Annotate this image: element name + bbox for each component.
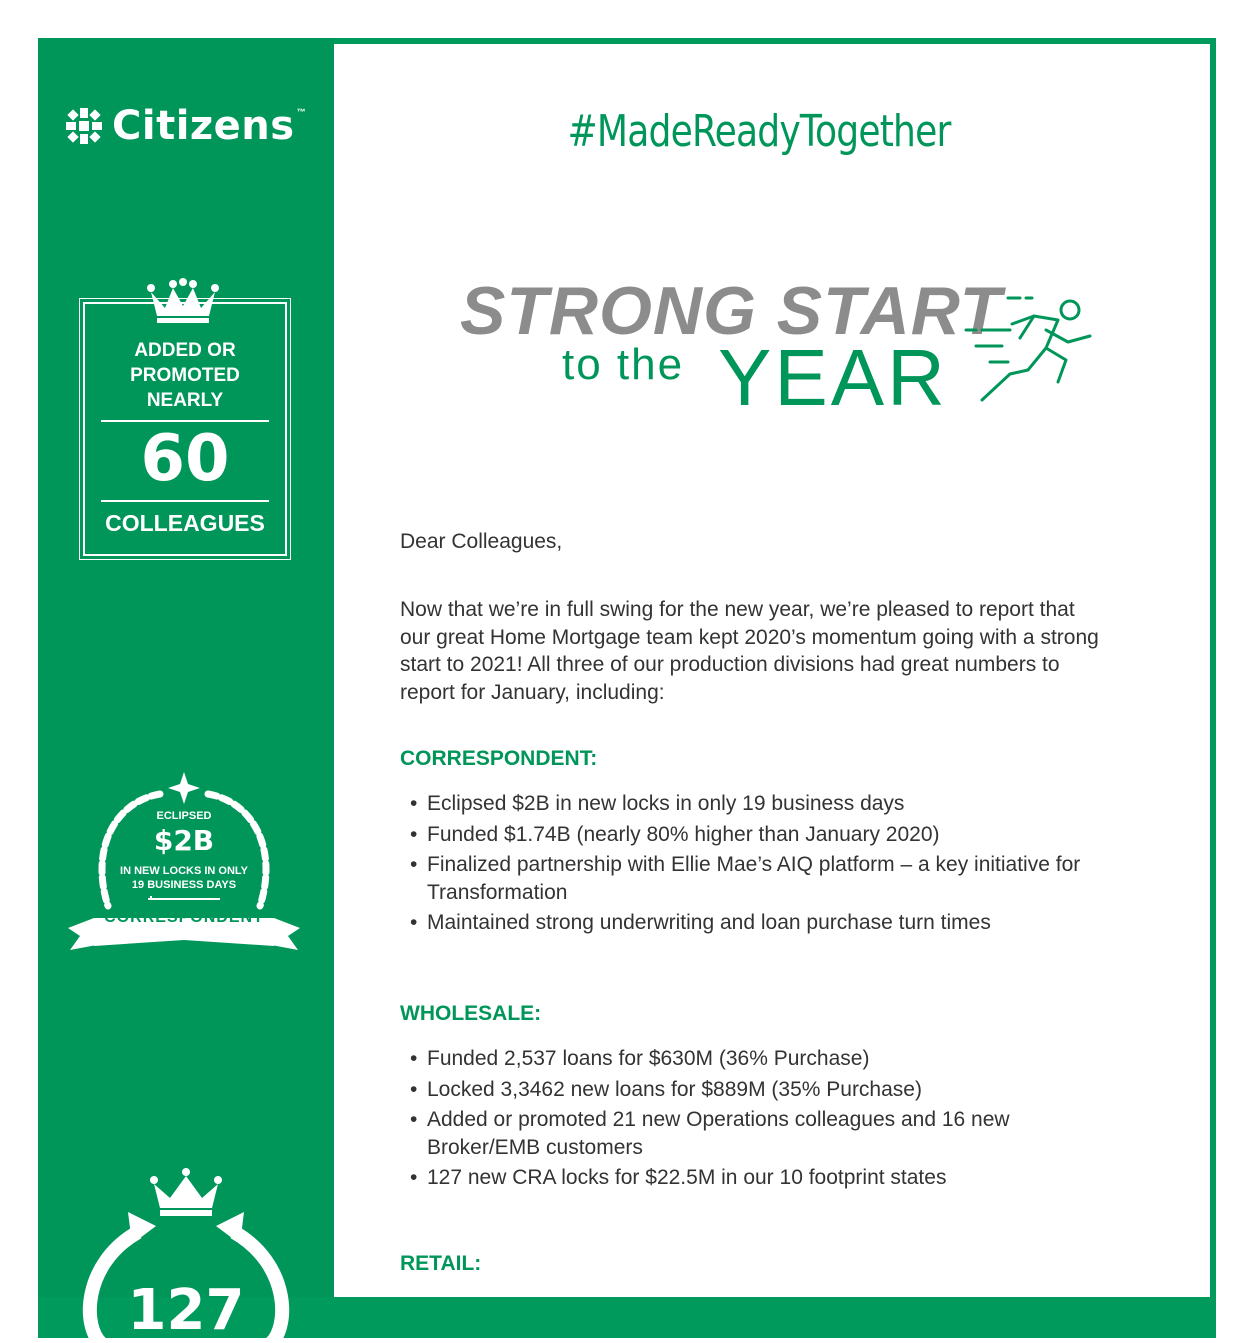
- list-item: • Locked 3,3462 new loans for $889M (35% Purchase): [410, 1076, 1180, 1104]
- intro-paragraph: [400, 596, 1180, 706]
- colleagues-badge-footer: COLLEAGUES: [105, 510, 265, 536]
- list-item: • Added or promoted 21 new Operations colleagues and 16 new Broker/EMB customers: [410, 1106, 1087, 1161]
- intro-line: start to 2021! All three of our production divisions had great numbers to: [400, 653, 1060, 676]
- list-item: • Maintained strong underwriting and loan purchase turn times: [410, 909, 1180, 937]
- sub-line: 19 BUSINESS DAYS: [131, 879, 237, 891]
- colleagues-badge: [83, 278, 289, 558]
- intro-line: Now that we’re in full swing for the new year, we’re pleased to report that: [400, 598, 1075, 621]
- main-content: [334, 44, 1210, 1297]
- list-item: • 127 new CRA locks for $22.5M in our 10 footprint states: [410, 1164, 1180, 1192]
- headline-year: YEAR: [718, 333, 948, 422]
- section-heading-correspondent: CORRESPONDENT:: [400, 747, 598, 770]
- intro-line: report for January, including:: [400, 680, 665, 704]
- divider: [101, 500, 269, 502]
- brand-name: Citizens: [112, 103, 295, 149]
- citizens-mark-icon: [64, 106, 104, 146]
- cra-badge: [72, 1168, 312, 1343]
- headline-to-the: to the: [562, 340, 685, 389]
- list-item: • Funded 2,537 loans for $630M (36% Purchase): [410, 1045, 1180, 1073]
- sub-line: IN NEW LOCKS IN ONLY: [120, 865, 248, 877]
- laurel-ribbon-icon: [64, 768, 304, 958]
- label-line: ADDED OR: [134, 340, 236, 361]
- trademark: ™: [296, 107, 306, 117]
- hashtag-title: #MadeReadyTogether: [567, 106, 951, 157]
- list-item: • Funded $1.74B (nearly 80% higher than January 2020): [410, 821, 1180, 849]
- correspondent-ribbon-text: CORRESPONDENT: [104, 909, 264, 926]
- label-line: NEARLY: [146, 390, 224, 411]
- colleagues-badge-label: [85, 338, 285, 413]
- list-item: • Finalized partnership with Ellie Mae’s AIQ platform – a key initiative for Transformation: [410, 851, 1157, 906]
- list-item: • Eclipsed $2B in new locks in only 19 business days: [410, 790, 1180, 818]
- eclipsed-sub: [108, 864, 260, 892]
- wholesale-list: [410, 1045, 1180, 1195]
- colleagues-badge-box: [83, 302, 287, 556]
- greeting: Dear Colleagues,: [400, 530, 563, 553]
- section-heading-retail: RETAIL:: [400, 1252, 482, 1275]
- headline-strong-start: STRONG START: [460, 273, 1003, 349]
- correspondent-list: [410, 790, 1180, 940]
- runner-icon: [962, 290, 1102, 410]
- section-heading-wholesale: WHOLESALE:: [400, 1002, 542, 1025]
- correspondent-badge: [64, 768, 304, 958]
- cra-count: 127: [127, 1278, 245, 1343]
- label-line: PROMOTED: [130, 365, 240, 386]
- colleagues-count: 60: [140, 422, 230, 496]
- sidebar: [38, 38, 334, 1343]
- citizens-logo: [64, 98, 306, 154]
- eclipsed-amount: $2B: [153, 824, 215, 857]
- intro-line: our great Home Mortgage team kept 2020’s momentum going with a strong: [400, 625, 1099, 649]
- eclipsed-label: ECLIPSED: [156, 810, 212, 822]
